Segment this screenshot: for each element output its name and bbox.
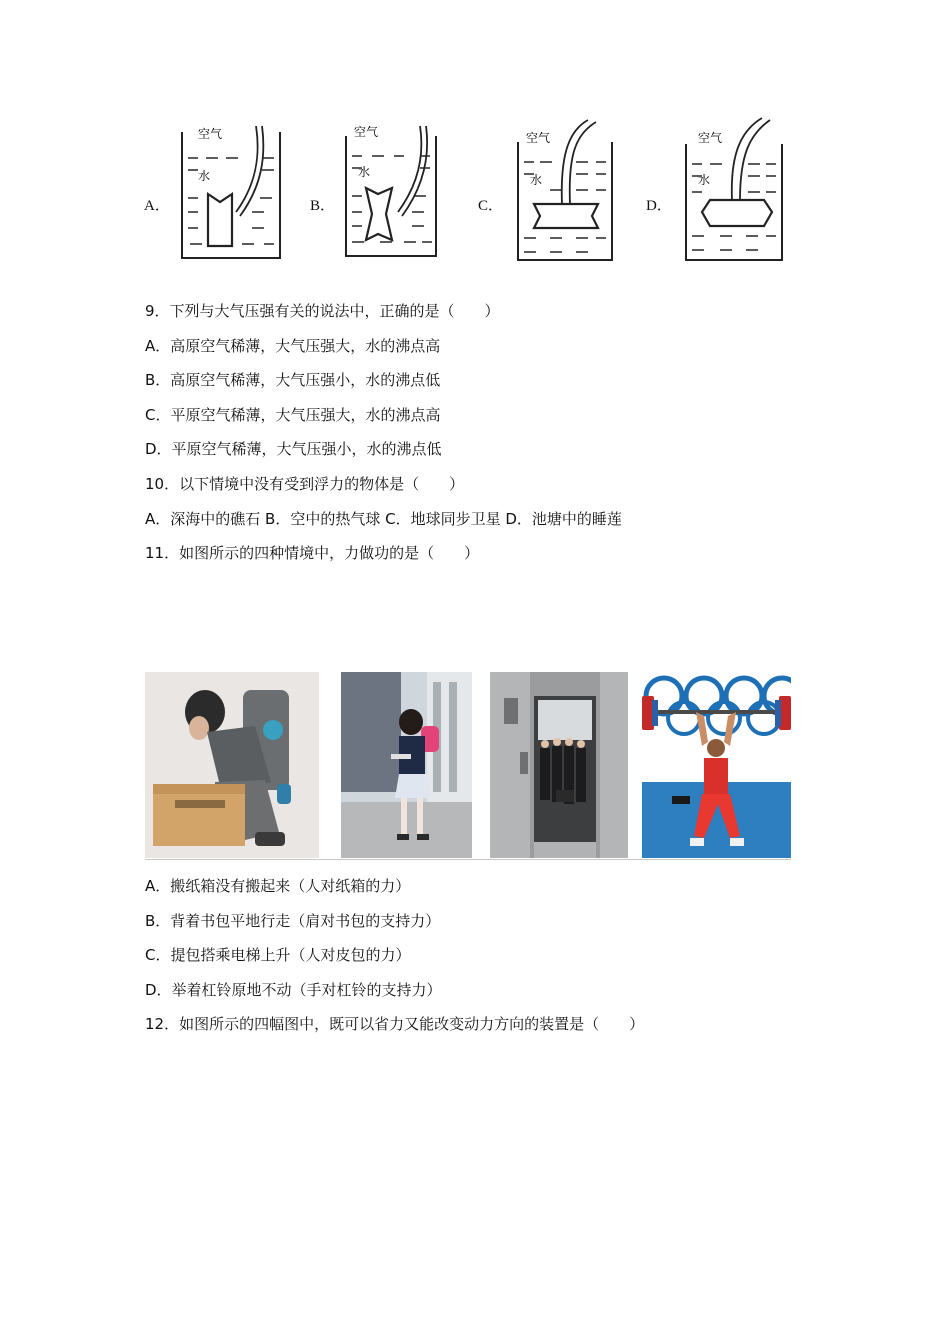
option-a-letter: A．	[144, 198, 170, 214]
question-11-photo-strip	[145, 672, 791, 860]
question-9-option-b: B．高原空气稀薄，大气压强小，水的沸点低	[145, 371, 441, 389]
option-b-letter: B．	[310, 198, 336, 214]
figure-option-b	[308, 112, 458, 272]
question-9-option-d: D．平原空气稀薄，大气压强小，水的沸点低	[145, 440, 442, 458]
air-label-b: 空气	[354, 125, 379, 139]
water-label-c: 水	[530, 173, 543, 187]
air-label-d: 空气	[698, 131, 723, 145]
beaker-b-diagram	[340, 112, 454, 262]
water-label-b: 水	[358, 165, 371, 179]
photo-weightlifter	[642, 672, 791, 858]
question-11-stem: 11．如图所示的四种情境中，力做功的是（ ）	[145, 544, 480, 562]
beaker-c-diagram	[510, 112, 636, 262]
air-label-a: 空气	[198, 127, 223, 141]
question-9-stem: 9．下列与大气压强有关的说法中，正确的是（ ）	[145, 302, 500, 320]
question-10-options: A．深海中的礁石 B．空中的热气球 C．地球同步卫星 D．池塘中的睡莲	[145, 510, 622, 528]
question-11-option-a: A．搬纸箱没有搬起来（人对纸箱的力）	[145, 877, 411, 895]
figure-option-c	[476, 112, 636, 272]
option-d-letter: D．	[646, 198, 672, 214]
question8-figure-options	[140, 112, 800, 272]
photo-elevator-with-briefcase	[490, 672, 628, 858]
air-label-c: 空气	[526, 131, 551, 145]
question-12-stem: 12．如图所示的四幅图中，既可以省力又能改变动力方向的装置是（ ）	[145, 1015, 645, 1033]
photo-lifting-box	[145, 672, 319, 858]
question-9-option-c: C．平原空气稀薄，大气压强大，水的沸点高	[145, 406, 441, 424]
figure-option-d	[644, 112, 800, 272]
beaker-a-diagram	[176, 112, 290, 262]
question-11-option-c: C．提包搭乘电梯上升（人对皮包的力）	[145, 946, 411, 964]
option-c-letter: C．	[478, 198, 504, 214]
question-10-stem: 10．以下情境中没有受到浮力的物体是（ ）	[145, 475, 465, 493]
photo-walking-with-backpack	[341, 672, 472, 858]
water-label-d: 水	[698, 173, 711, 187]
question-11-option-b: B．背着书包平地行走（肩对书包的支持力）	[145, 912, 441, 930]
beaker-d-diagram	[678, 112, 800, 262]
figure-option-a	[140, 112, 290, 272]
question-9-option-a: A．高原空气稀薄，大气压强大，水的沸点高	[145, 337, 441, 355]
water-label-a: 水	[198, 169, 211, 183]
question-11-option-d: D．举着杠铃原地不动（手对杠铃的支持力）	[145, 981, 442, 999]
photo-strip-baseline	[145, 859, 791, 860]
